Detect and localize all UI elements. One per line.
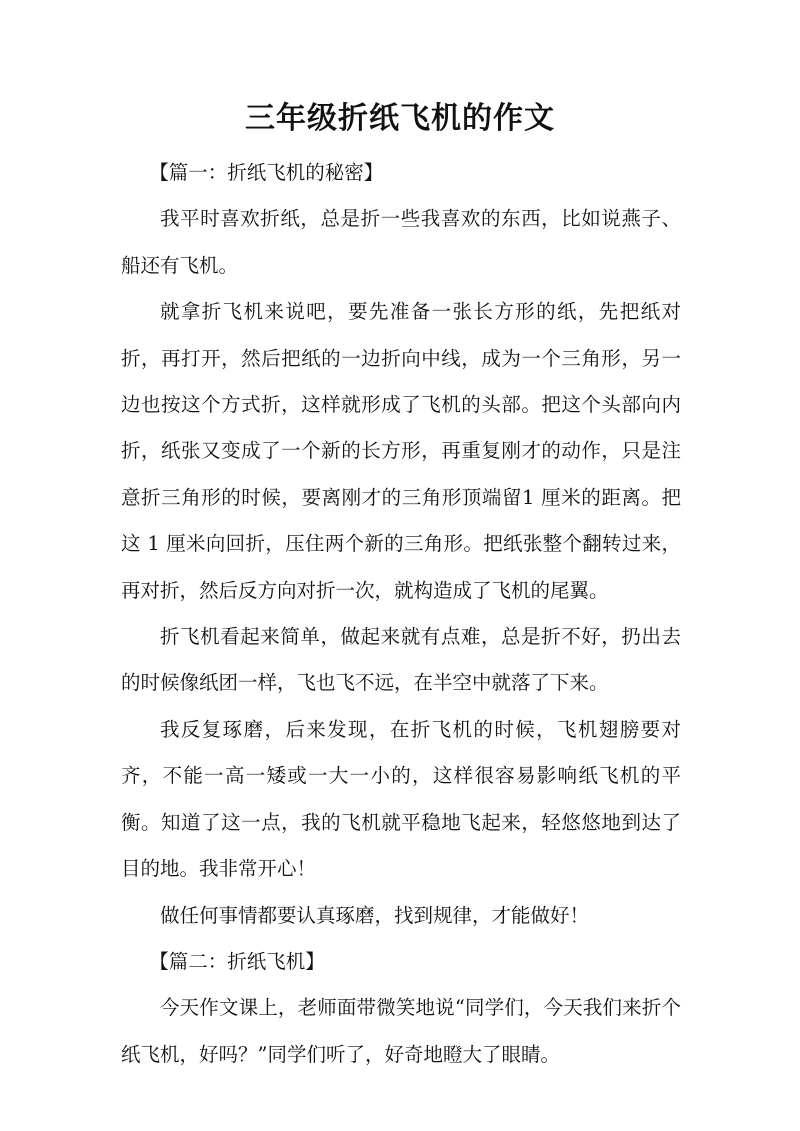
paragraph: 折飞机看起来简单，做起来就有点难，总是折不好，扔出去的时候像纸团一样，飞也飞不远，在半空中就落了下来。 bbox=[121, 625, 681, 695]
section-heading-2: 【篇二：折纸飞机】 bbox=[149, 949, 325, 973]
document-body bbox=[121, 150, 681, 1078]
paragraph: 我反复琢磨，后来发现，在折飞机的时候，飞机翅膀要对齐，不能一高一矮或一大一小的，这样很容易影响纸飞机的平衡。知道了这一点，我的飞机就平稳地飞起来，轻悠悠地到达了目的地。我非常开心！ bbox=[121, 717, 681, 881]
document-title: 三年级折纸飞机的作文 bbox=[245, 101, 555, 136]
paragraph: 做任何事情都要认真琢磨，找到规律，才能做好！ bbox=[160, 903, 590, 927]
paragraph: 就拿折飞机来说吧，要先准备一张长方形的纸，先把纸对折，再打开，然后把纸的一边折向中线，成为一个三角形，另一边也按这个方式折，这样就形成了飞机的头部。把这个头部向内折，纸张又变成了一个新的长方形，再重复刚才的动作，只是注意折三角形的时候，要离刚才的三角形顶端留1 厘米的距离。把这 1 厘米向回折，压住两个新的三角形。把纸张整个翻转过来，再对折，然后反方向对折一次，就构造成了飞机的尾翼。 bbox=[121, 300, 681, 602]
section-heading-1: 【篇一：折纸飞机的秘密】 bbox=[149, 161, 384, 184]
paragraph: 今天作文课上，老师面带微笑地说“同学们，今天我们来折个纸飞机，好吗？”同学们听了，好奇地瞪大了眼睛。 bbox=[121, 996, 681, 1066]
paragraph: 我平时喜欢折纸，总是折一些我喜欢的东西，比如说燕子、船还有飞机。 bbox=[121, 207, 681, 277]
